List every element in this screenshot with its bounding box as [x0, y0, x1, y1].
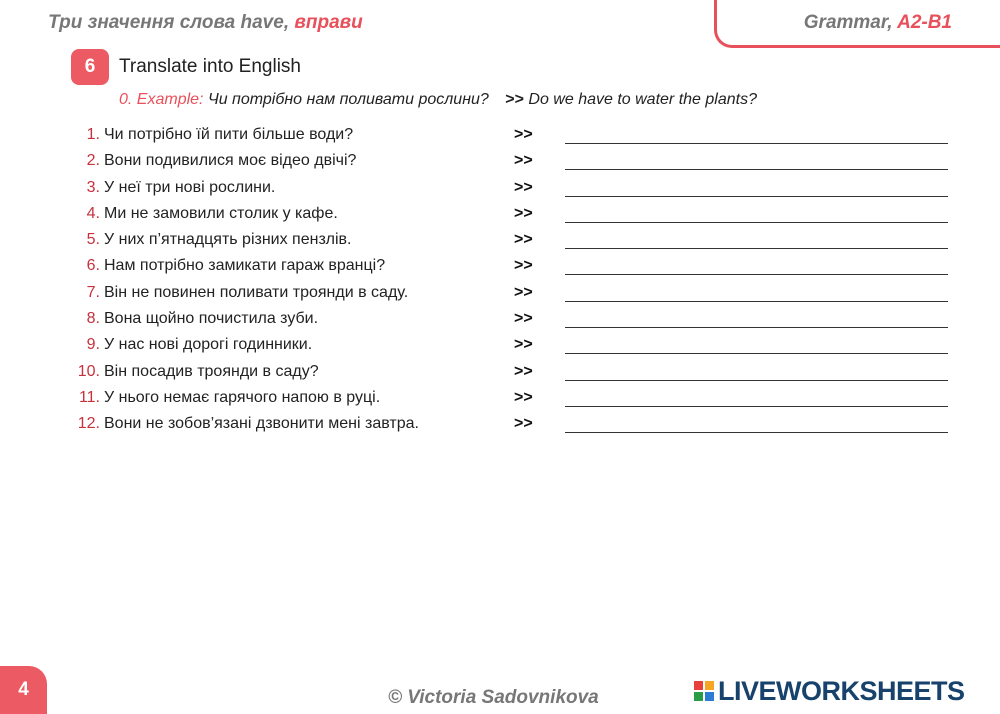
copyright-text: © Victoria Sadovnikova — [388, 687, 599, 708]
item-sentence: У неї три нові рослини. — [104, 178, 276, 196]
item-arrows: >> — [514, 204, 533, 222]
example-line — [119, 91, 757, 109]
example-label: 0. Example: — [119, 91, 204, 108]
logo-block — [705, 681, 714, 690]
answer-blank-line[interactable] — [565, 248, 948, 249]
exercise-item — [0, 334, 1000, 360]
item-arrows: >> — [514, 336, 533, 354]
exercise-item — [0, 308, 1000, 334]
example-source: Чи потрібно нам поливати рослини? — [207, 91, 489, 108]
item-number: 3. — [86, 178, 100, 196]
item-sentence: Чи потрібно їй пити більше води? — [104, 126, 354, 143]
item-sentence: Нам потрібно замикати гараж вранці? — [104, 257, 386, 275]
exercise-item — [0, 413, 1000, 439]
liveworksheets-logo — [694, 676, 965, 706]
exercise-items — [0, 124, 1000, 440]
item-arrows: >> — [514, 283, 533, 301]
logo-blocks-icon — [694, 681, 714, 701]
exercise-item — [0, 124, 1000, 150]
item-number: 4. — [86, 204, 100, 222]
logo-block — [694, 681, 703, 690]
exercise-title: Translate into English — [119, 56, 302, 77]
item-number: 9. — [86, 336, 100, 354]
item-sentence: Вона щойно почистила зуби. — [104, 310, 319, 328]
item-sentence: У них п’ятнадцять різних пензлів. — [104, 231, 352, 249]
exercise-number-badge: 6 — [71, 49, 109, 85]
item-arrows: >> — [514, 178, 533, 196]
answer-blank-line[interactable] — [565, 380, 948, 381]
exercise-item — [0, 150, 1000, 176]
item-number: 10. — [77, 362, 100, 380]
item-arrows: >> — [514, 257, 533, 275]
item-sentence: У нас нові дорогі годинники. — [104, 336, 313, 354]
item-sentence: Вони не зобов’язані дзвонити мені завтра. — [104, 415, 419, 433]
answer-blank-line[interactable] — [565, 353, 948, 354]
exercise-item — [0, 255, 1000, 281]
item-number: 5. — [86, 231, 100, 249]
answer-blank-line[interactable] — [565, 196, 948, 197]
item-sentence: Він посадив троянди в саду? — [104, 362, 319, 380]
page-number: 4 — [0, 666, 47, 714]
item-number: 6. — [86, 257, 100, 275]
item-number: 1. — [86, 126, 100, 143]
logo-block — [694, 692, 703, 701]
exercise-item — [0, 229, 1000, 255]
answer-blank-line[interactable] — [565, 301, 948, 302]
item-arrows: >> — [514, 310, 533, 328]
worksheet-topic — [48, 12, 363, 34]
logo-block — [705, 692, 714, 701]
item-number: 7. — [86, 283, 100, 301]
exercise-item — [0, 203, 1000, 229]
answer-blank-line[interactable] — [565, 274, 948, 275]
example-arrows: >> — [505, 91, 524, 108]
exercise-item — [0, 282, 1000, 308]
item-sentence: Він не повинен поливати троянди в саду. — [104, 283, 409, 301]
item-arrows: >> — [514, 126, 533, 143]
item-number: 12. — [77, 415, 100, 433]
topic-accent: вправи — [294, 12, 363, 33]
item-number: 11. — [78, 388, 100, 406]
item-arrows: >> — [514, 415, 533, 433]
item-arrows: >> — [514, 231, 533, 249]
item-arrows: >> — [514, 388, 533, 406]
exercise-item — [0, 361, 1000, 387]
item-number: 8. — [86, 310, 100, 328]
answer-blank-line[interactable] — [565, 169, 948, 170]
item-arrows: >> — [514, 362, 533, 380]
item-sentence: Вони подивилися моє відео двічі? — [104, 152, 357, 170]
exercise-item — [0, 177, 1000, 203]
item-arrows: >> — [514, 152, 533, 170]
answer-blank-line[interactable] — [565, 432, 948, 433]
topic-title: Три значення слова have, — [48, 12, 290, 33]
level-value: A2-B1 — [897, 12, 952, 33]
level-subject: Grammar, — [803, 12, 893, 33]
exercise-item — [0, 387, 1000, 413]
answer-blank-line[interactable] — [565, 222, 948, 223]
item-sentence: У нього немає гарячого напою в руці. — [104, 388, 381, 406]
example-answer: Do we have to water the plants? — [528, 91, 757, 108]
item-number: 2. — [86, 152, 100, 170]
logo-text: LIVEWORKSHEETS — [718, 675, 965, 706]
answer-blank-line[interactable] — [565, 406, 948, 407]
item-sentence: Ми не замовили столик у кафе. — [104, 204, 338, 222]
answer-blank-line[interactable] — [565, 327, 948, 328]
answer-blank-line[interactable] — [565, 143, 948, 144]
worksheet-level — [804, 12, 952, 34]
